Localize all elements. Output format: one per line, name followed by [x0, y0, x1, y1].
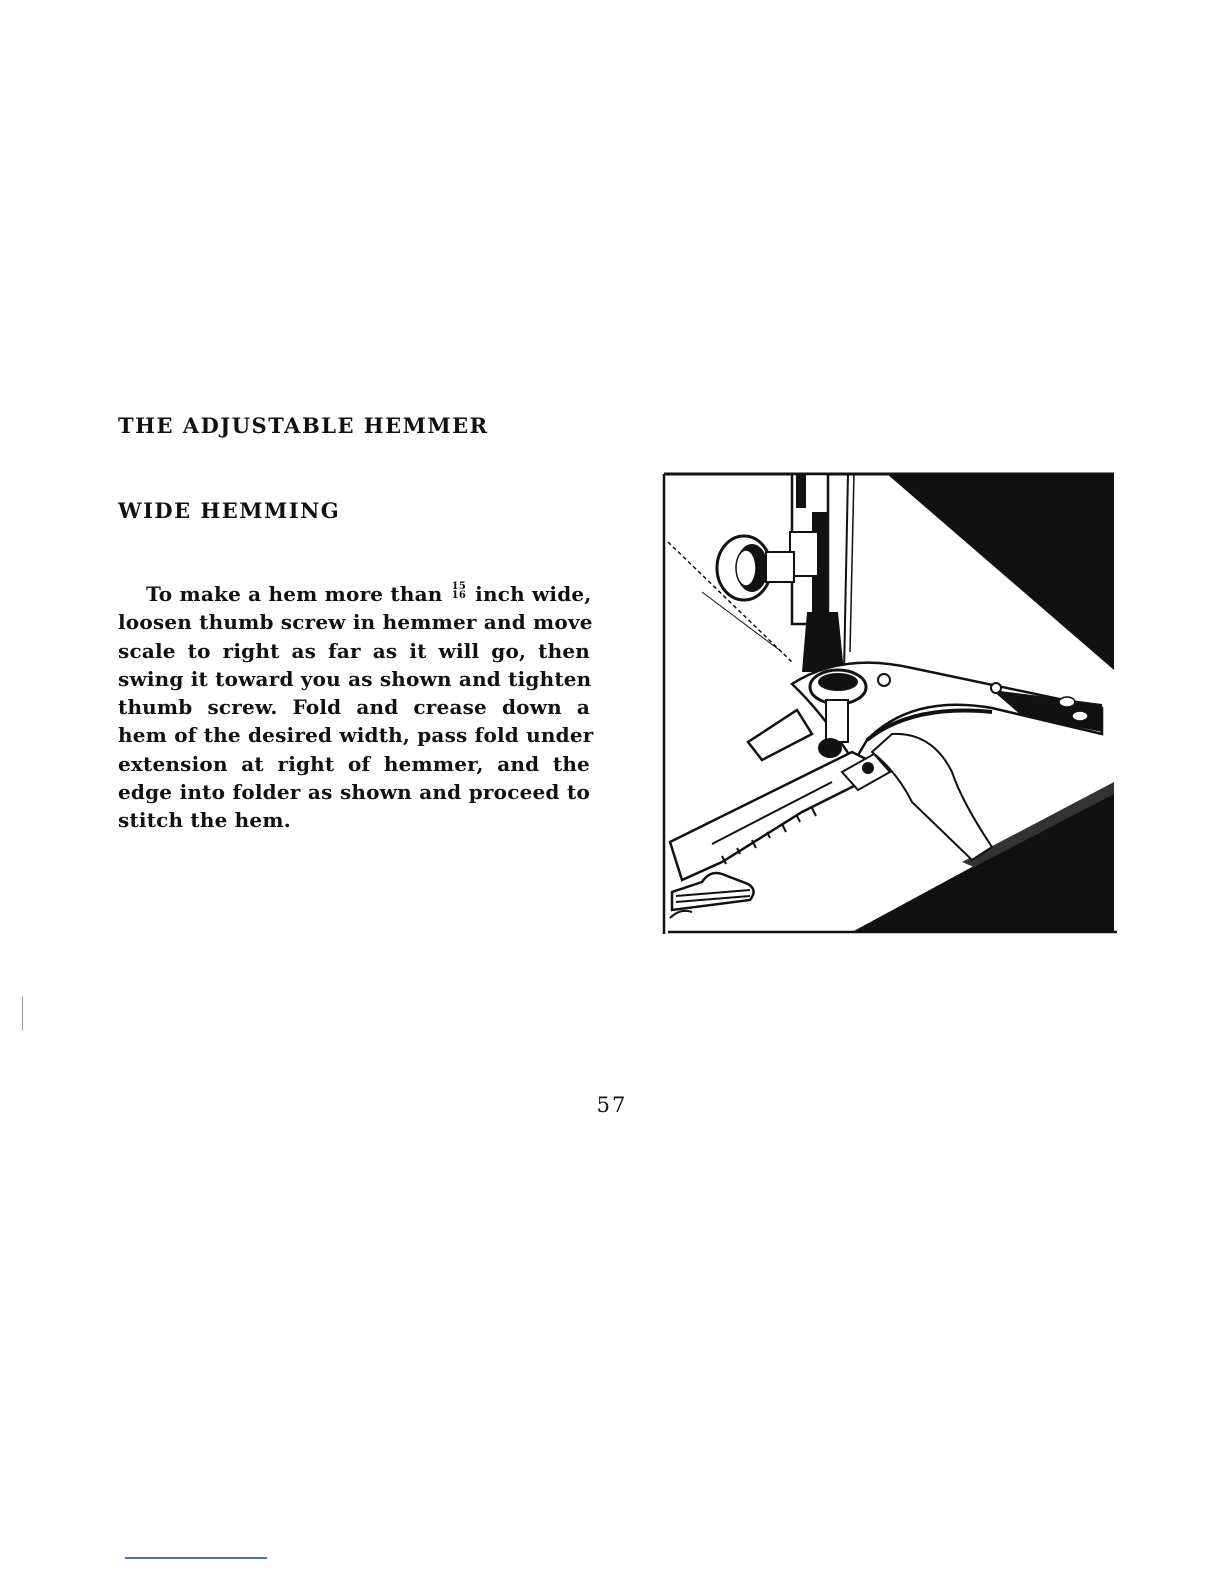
extension-screw-1	[1059, 697, 1075, 707]
instructions-paragraph	[118, 580, 594, 835]
paragraph-line: scale to right as far as it will go, then	[118, 638, 590, 663]
extension-screw-2	[1072, 711, 1088, 721]
center-thumb-screw-base	[818, 738, 842, 758]
presser-foot-shank	[802, 612, 844, 672]
bottom-rule	[125, 1557, 267, 1559]
hemmer-screw-right	[991, 683, 1001, 693]
center-thumb-screw-top	[818, 673, 858, 691]
thumb-screw-knob-hub	[736, 550, 756, 586]
thumb-screw-shaft	[766, 552, 794, 582]
presser-bar-slot	[796, 474, 806, 508]
subsection-title: WIDE HEMMING	[118, 498, 341, 523]
paragraph-line: extension at right of hemmer, and the	[118, 751, 590, 776]
page-number: 57	[596, 1093, 628, 1117]
center-thumb-screw-post	[826, 700, 848, 742]
paragraph-line: loosen thumb screw in hemmer and move	[118, 610, 593, 635]
paragraph-line: stitch the hem.	[118, 808, 291, 833]
paragraph-line: edge into folder as shown and proceed to	[118, 780, 590, 805]
adjustable-hemmer-illustration	[662, 472, 1117, 934]
scale-clamp-screw	[862, 762, 874, 774]
paragraph-line: hem of the desired width, pass fold under	[118, 723, 594, 748]
section-title: THE ADJUSTABLE HEMMER	[118, 413, 489, 438]
paragraph-line: thumb screw. Fold and crease down a	[118, 695, 590, 720]
fraction-fifteen-sixteenths: 15 16	[451, 581, 466, 601]
hemmer-screw	[878, 674, 890, 686]
paragraph-line-1: To make a hem more than 15 16 inch wide,	[146, 581, 592, 606]
scan-mark	[22, 996, 23, 1030]
paragraph-line: swing it toward you as shown and tighten	[118, 666, 592, 691]
